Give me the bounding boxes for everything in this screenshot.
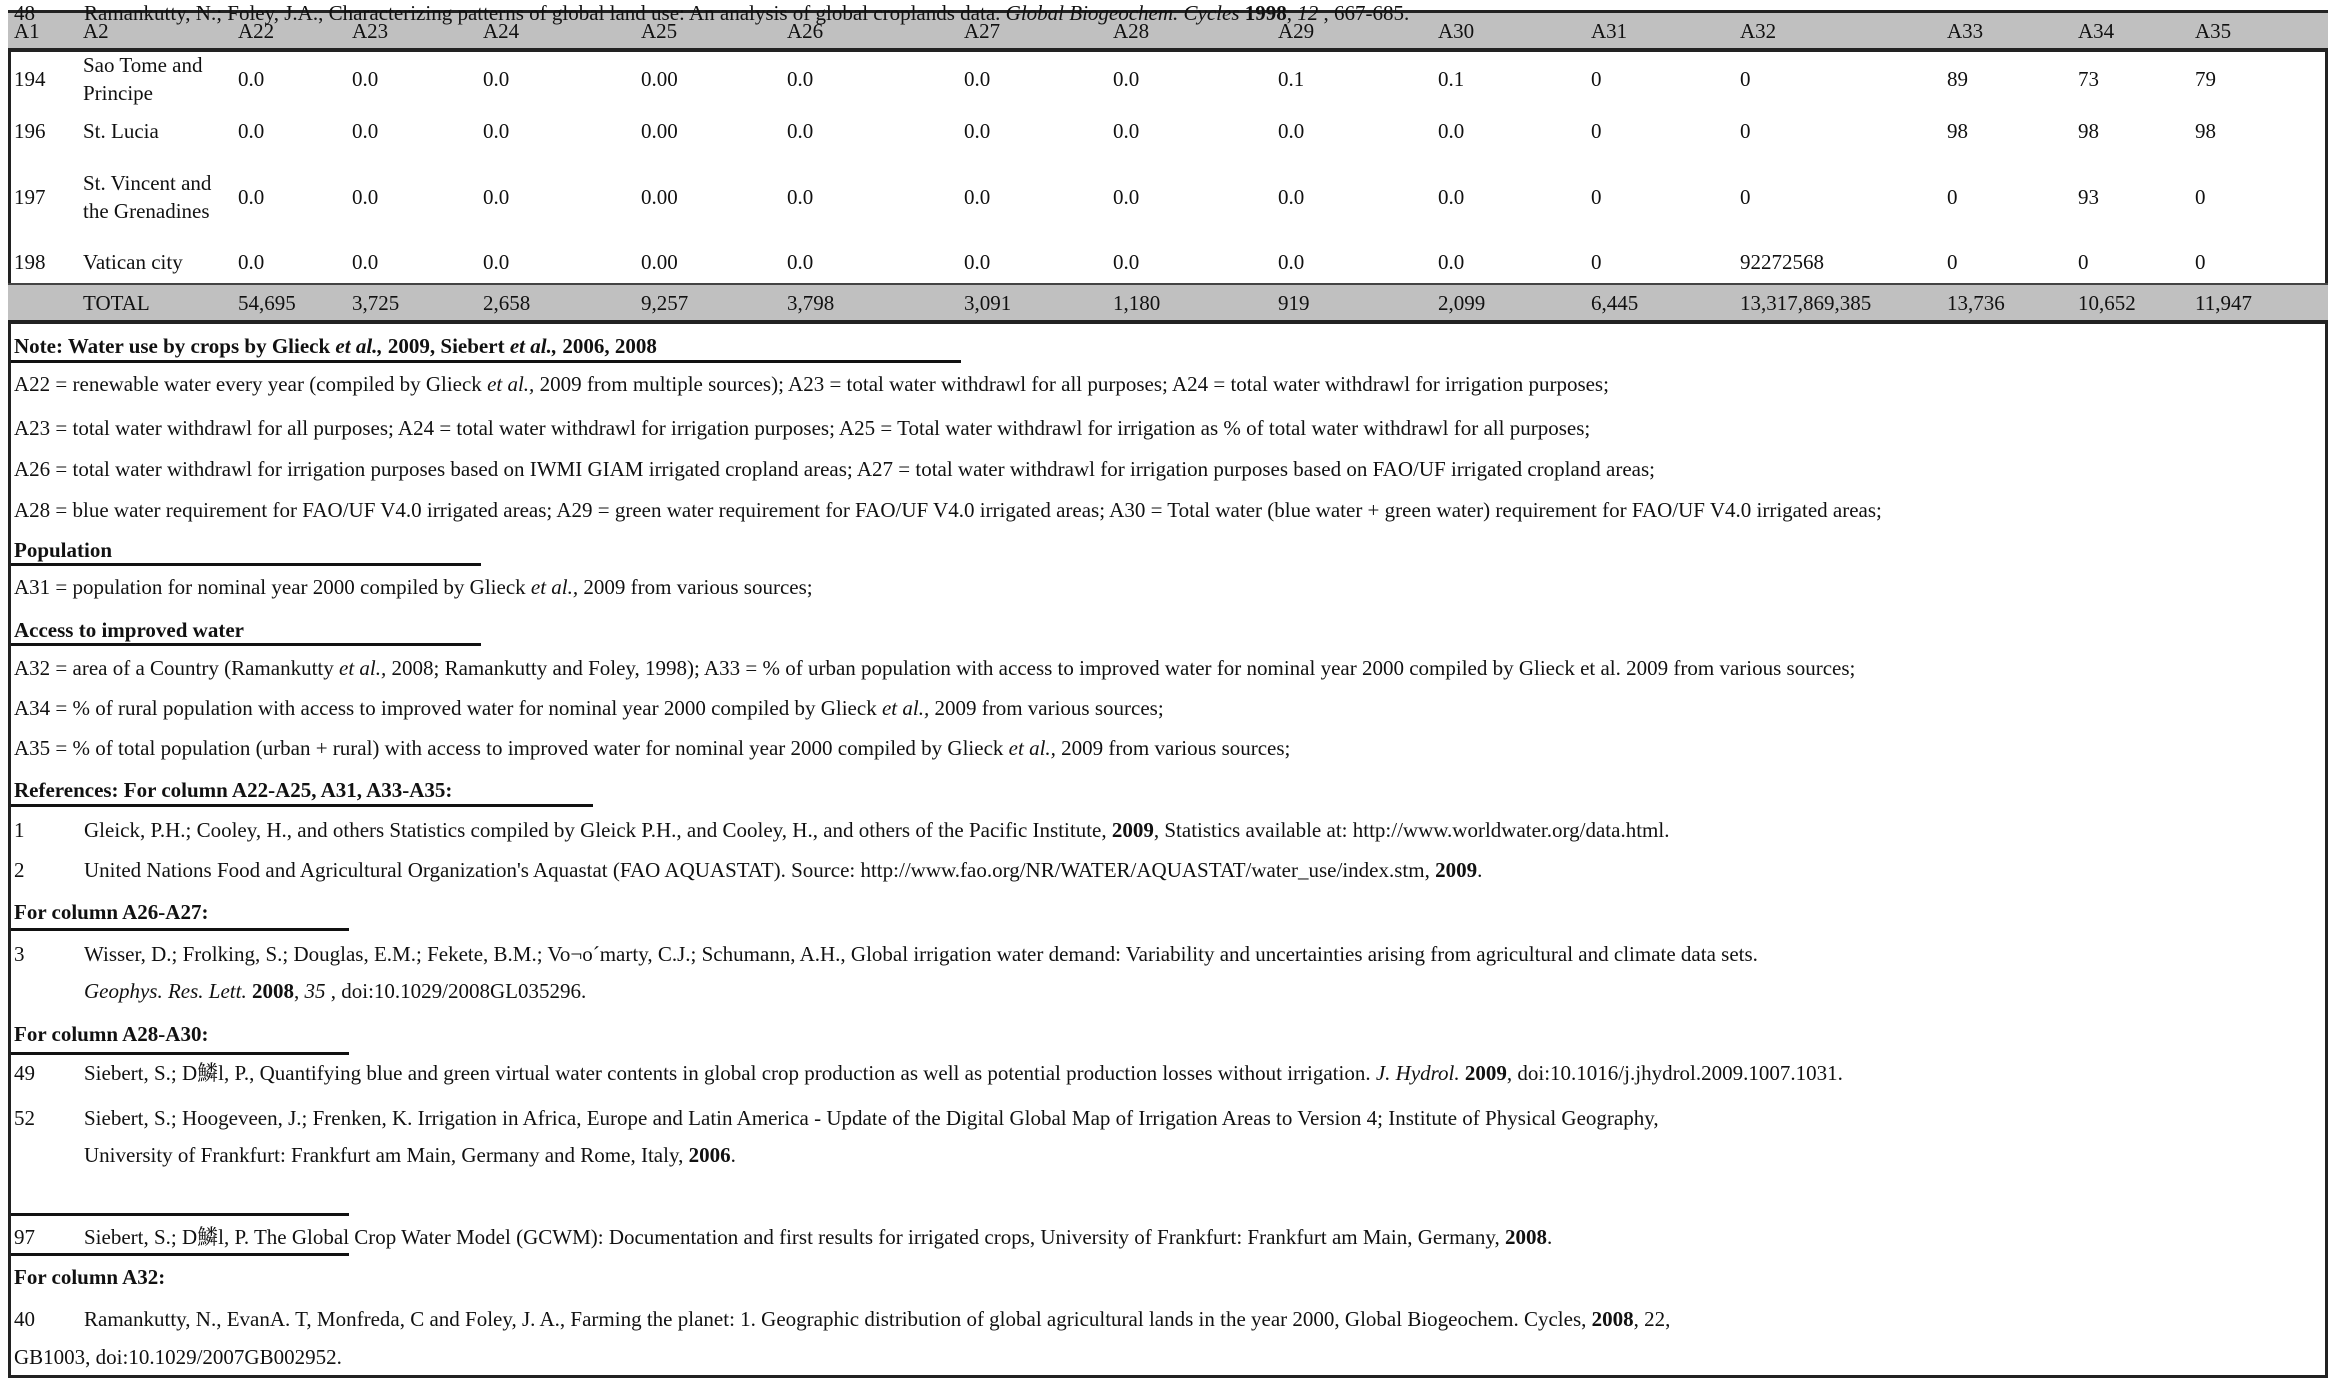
cell-value: 0.0 [1438,250,1465,274]
text-run: 2008; Ramankutty and Foley, 1998); A33 = % of urban population with access to improved water for nominal year 2000 compiled by Glieck et al. 2009 from various sources; [386,656,1856,680]
text-run: 2009, Siebert [382,334,510,358]
row-label: Sao Tome and Principe [83,53,203,105]
cell-value: A33 [1947,19,1984,43]
reference-number: 49 [14,1061,35,1085]
text-run: Ramankutty, N.; Foley, J.A., Characterizing patterns of global land use: An analysis of global croplands data. [84,1,1006,25]
cell-value: 0.0 [238,119,265,143]
a26-a27-underline [11,928,349,931]
cell-value: 0.0 [964,185,991,209]
total-row [0,273,2336,333]
text-run: 2009 from various sources; [578,575,813,599]
cell-value: 0 [1591,119,1602,143]
a28-a30-underline [11,1052,349,1055]
note-line [14,371,1609,397]
text-run: For column A28-A30: [14,1022,209,1046]
cell-value: 0.1 [1438,67,1465,91]
note-line [14,1344,342,1370]
line-text [84,1105,1659,1131]
cell-value: 6,445 [1591,291,1639,315]
line-text [14,656,1855,680]
reference-number: 1 [14,818,25,842]
text-run: A31 = population for nominal year 2000 compiled by Glieck [14,575,531,599]
note-line [14,537,112,563]
note-line [14,574,813,600]
cell-value: 92272568 [1740,250,1824,274]
text-run: A34 = % of rural population with access to improved water for nominal year 2000 compiled by Glieck [14,696,882,720]
cell-value: A22 [238,19,275,43]
cell-value: 73 [2078,67,2099,91]
a32-underline [11,1253,349,1256]
cell-value: 0.0 [238,185,265,209]
cell-value: 0.0 [964,67,991,91]
cell-value: 919 [1278,291,1310,315]
cell-value: 2,658 [483,291,531,315]
text-run: Wisser, D.; Frolking, S.; Douglas, E.M.; Fekete, B.M.; Vo¬o´marty, C.J.; Schumann, A.H., Global irrigation water demand: Variability and uncertainties arising from agricultural and climate data sets. [84,942,1758,966]
cell-value: A35 [2195,19,2232,43]
text-run: A32 = area of a Country (Ramankutty [14,656,340,680]
references-underline [11,804,593,807]
text-run: A22 = renewable water every year (compiled by Glieck [14,372,488,396]
cell-value: 0.0 [483,185,510,209]
cell-value: 0 [1740,119,1751,143]
cell-value: 0.0 [483,250,510,274]
cell-value: 11,947 [2195,291,2252,315]
note-line [14,617,244,643]
text-run: A35 = % of total population (urban + rural) with access to improved water for nominal year 2000 compiled by Glieck [14,736,1009,760]
note-line [14,497,1882,523]
population-underline [11,563,481,566]
cell-value: 0.00 [641,185,678,209]
text-run: 2009 [1459,1061,1507,1085]
cell-value: A30 [1438,19,1475,43]
cell-value: 0.0 [1113,250,1140,274]
table-row [0,167,2336,227]
line-text [84,1224,1552,1250]
cell-value: 0 [1740,185,1751,209]
line-text [14,457,1655,481]
cell-value: A23 [352,19,389,43]
line-text [84,941,1758,967]
note-line [14,333,657,359]
cell-value: 0 [1591,250,1602,274]
cell-value: 0 [1591,67,1602,91]
text-run: Ramankutty, N., EvanA. T, Monfreda, C and Foley, J. A., Farming the planet: 1. Geographic distribution of global agricultural lands in the year 2000, Global Biogeochem. Cycles, [84,1307,1592,1331]
text-run: , 22, [1633,1307,1671,1331]
cell-value: 0.0 [238,250,265,274]
text-run: References: For column A22-A25, A31, A33-A35: [14,778,453,802]
note-line [14,655,1855,681]
table-row [0,101,2336,161]
line-text [84,857,1482,883]
cell-value: 0.0 [483,67,510,91]
cell-value: 0.0 [352,250,379,274]
text-run: Siebert, S.; D鱗l, P., Quantifying blue and green virtual water contents in global crop production as well as potential production losses without irrigation. [84,1061,1376,1085]
text-run: Siebert, S.; Hoogeveen, J.; Frenken, K. Irrigation in Africa, Europe and Latin America - Update of the Digital Global Map of Irrigation Areas to Version 4; Institute of Physical Geography, [84,1106,1659,1130]
text-run: J. Hydrol. [1375,1061,1460,1085]
cell-value: 0.00 [641,119,678,143]
line-text [14,334,657,358]
line-text [14,538,112,562]
cell-value: 93 [2078,185,2099,209]
cell-value: 0.0 [1278,119,1305,143]
cell-value: A29 [1278,19,1315,43]
text-run: Global Biogeochem. Cycles [1005,1,1240,25]
row-label: St. Lucia [83,119,159,143]
text-run: 2009 from multiple sources); A23 = total water withdrawl for all purposes; A24 = total water withdrawl for irrigation purposes; [534,372,1609,396]
cell-value: 89 [1947,67,1968,91]
text-run: . [1546,1225,1553,1249]
note-line [14,899,208,925]
text-run: Gleick, P.H.; Cooley, H., and others Statistics compiled by Gleick P.H., and Cooley, H., and others of the Pacific Institute, [84,818,1112,842]
line-text [84,978,586,1004]
cell-value: 3,798 [787,291,835,315]
text-run: 2009 [1111,818,1154,842]
line-text [84,0,1409,26]
text-run: A28 = blue water requirement for FAO/UF V4.0 irrigated areas; A29 = green water requirement for FAO/UF V4.0 irrigated areas; A30 = Total water (blue water + green water) requirement for FAO/UF V4.0 irrigated areas; [14,498,1882,522]
cell-value: 0 [2078,250,2089,274]
text-run: , doi:10.1029/2008GL035296. [325,979,587,1003]
text-run: et al., [509,334,558,358]
line-text [14,618,244,642]
text-run: 12 [1297,1,1319,25]
cell-value: 0.0 [352,67,379,91]
cell-value: 0.1 [1278,67,1305,91]
text-run: United Nations Food and Agricultural Organization's Aquastat (FAO AQUASTAT). Source: http://www.fao.org/NR/WATER/AQUASTAT/water_use/index.stm, [84,858,1436,882]
cell-value: 98 [1947,119,1968,143]
line-text [14,498,1882,522]
note-underline [11,360,961,363]
cell-value: 0.00 [641,67,678,91]
text-run: . [1477,858,1483,882]
line-text [84,1306,1670,1332]
text-run: et al., [1008,736,1056,760]
cell-value: 0.00 [641,250,678,274]
line-text [14,416,1590,440]
text-run: 2006 [688,1143,731,1167]
text-run: , [1286,1,1298,25]
text-run: , [293,979,305,1003]
cell-value: 0.0 [1278,250,1305,274]
line-text [14,1345,342,1369]
reference-number: 40 [14,1307,35,1331]
text-run: , doi:10.1016/j.jhydrol.2009.1007.1031. [1506,1061,1843,1085]
cell-value: 3,725 [352,291,400,315]
row-id: A1 [14,19,40,43]
cell-value: 0.0 [964,250,991,274]
row-label: TOTAL [83,291,150,315]
note-line [14,1264,165,1290]
cell-value: A34 [2078,19,2115,43]
cell-value: 0.0 [1278,185,1305,209]
table-row [0,49,2336,109]
text-run: 2009 [1435,858,1478,882]
text-run: , Statistics available at: http://www.worldwater.org/data.html. [1153,818,1670,842]
cell-value: 0.0 [352,185,379,209]
text-run: A26 = total water withdrawl for irrigation purposes based on IWMI GIAM irrigated cropland areas; A27 = total water withdrawl for irrigation purposes based on FAO/UF irrigated cropland areas; [14,457,1656,481]
cell-value: 0 [1947,250,1958,274]
line-text [14,1022,208,1046]
cell-value: 13,317,869,385 [1740,291,1872,315]
row-label: St. Vincent and the Grenadines [83,171,212,223]
cell-value: 0.0 [483,119,510,143]
cell-value: 0.0 [352,119,379,143]
cell-value: 0.0 [787,67,814,91]
cell-value: A27 [964,19,1001,43]
row-label: Vatican city [83,250,183,274]
text-run: et al., [335,334,383,358]
cell-value: 0.0 [787,250,814,274]
cell-value: 98 [2195,119,2216,143]
text-run: GB1003, doi:10.1029/2007GB002952. [14,1345,342,1369]
note-line [14,777,452,803]
cell-value: A32 [1740,19,1777,43]
line-text [14,372,1609,396]
line-text [14,736,1290,760]
cell-value: 0.0 [238,67,265,91]
cell-value: 0.0 [1113,185,1140,209]
text-run: 1998 [1239,1,1287,25]
row-id: 194 [14,67,46,91]
note-line [14,695,1164,721]
cell-value: 2,099 [1438,291,1486,315]
text-run: 2008 [246,979,294,1003]
reference-number: 97 [14,1225,35,1249]
cell-value: A25 [641,19,678,43]
text-run: A23 = total water withdrawl for all purposes; A24 = total water withdrawl for irrigation purposes; A25 = Total water withdrawl for irrigation as % of total water withdrawl for all purposes; [14,416,1591,440]
cell-value: 0.0 [787,119,814,143]
cell-value: 0.0 [787,185,814,209]
cell-value: 0 [2195,250,2206,274]
text-run: . [730,1143,736,1167]
text-run: Population [14,538,113,562]
line-text [84,1060,1843,1086]
cell-value: A26 [787,19,824,43]
cell-value: 0 [2195,185,2206,209]
cell-value: 0 [1591,185,1602,209]
cell-value: A24 [483,19,520,43]
text-run: 2009 from various sources; [1055,736,1291,760]
reference-number: 52 [14,1106,35,1130]
cell-value: 79 [2195,67,2216,91]
text-run: 35 [304,979,326,1003]
line-text [84,817,1669,843]
cell-value: 10,652 [2078,291,2136,315]
text-run: For column A26-A27: [14,900,209,924]
cell-value: 3,091 [964,291,1012,315]
line-text [14,1265,165,1289]
cell-value: 98 [2078,119,2099,143]
cell-value: A28 [1113,19,1150,43]
text-run: et al., [881,696,930,720]
cell-value: 54,695 [238,291,296,315]
cell-value: 0 [1947,185,1958,209]
text-run: 2009 from various sources; [929,696,1164,720]
note-line [14,1021,208,1047]
row-label: A2 [83,19,109,43]
text-run: Water use by crops by Glieck [67,334,336,358]
cell-value: 0.0 [1438,119,1465,143]
text-run: 2008 [1504,1225,1547,1249]
text-run: , 667-685. [1318,1,1410,25]
text-run: et al., [530,575,579,599]
cell-value: 0.0 [1438,185,1465,209]
row-id: 198 [14,250,46,274]
cell-value: 0.0 [1113,67,1140,91]
note-line [14,456,1655,482]
text-run: University of Frankfurt: Frankfurt am Main, Germany and Rome, Italy, [84,1143,689,1167]
line-text [14,696,1164,720]
text-run: et al., [487,372,535,396]
reference-number: 48 [14,1,35,25]
text-run: Siebert, S.; D鱗l, P. The Global Crop Water Model (GCWM): Documentation and first results for irrigated crops, University of Frankfurt: Frankfurt am Main, Germany, [84,1225,1505,1249]
cell-value: 0.0 [964,119,991,143]
text-run: Access to improved water [14,618,244,642]
text-run: 2008 [1591,1307,1634,1331]
cell-value: 0 [1740,67,1751,91]
line-text [14,900,208,924]
cell-value: 13,736 [1947,291,2005,315]
line-text [84,1142,736,1168]
text-run: et al., [339,656,387,680]
line-text [14,778,452,802]
text-run: For column A32: [14,1265,166,1289]
cell-value: 0.0 [1113,119,1140,143]
access-underline [11,643,481,646]
reference-number: 2 [14,858,25,882]
cell-value: 9,257 [641,291,689,315]
text-run: 2006, 2008 [557,334,657,358]
cell-value: A31 [1591,19,1628,43]
text-run: Geophys. Res. Lett. [84,979,247,1003]
text-run: Note: [14,334,68,358]
a97-underline [11,1213,349,1216]
row-id: 196 [14,119,46,143]
note-line [14,735,1290,761]
note-line [14,415,1590,441]
cell-value: 1,180 [1113,291,1161,315]
row-id: 197 [14,185,46,209]
line-text [14,575,813,599]
reference-number: 3 [14,942,25,966]
